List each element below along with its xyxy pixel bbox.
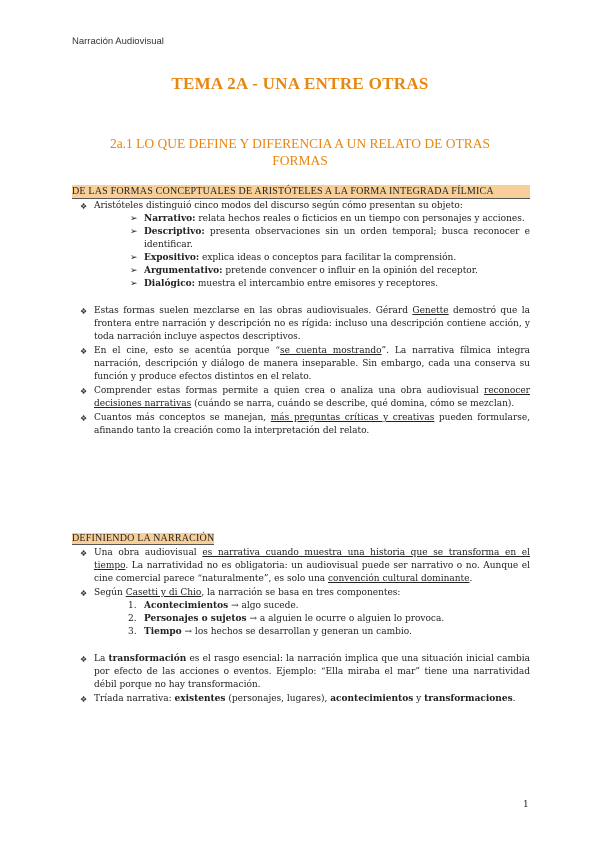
diamond-bullet-icon: ❖ <box>80 387 88 396</box>
arrow-bullet-icon: ➢ <box>130 227 138 237</box>
list-item: ➢ Descriptivo: presenta observaciones sin un orden temporal; busca reconocer e identificar. <box>130 227 530 250</box>
diamond-bullet-icon: ❖ <box>80 414 88 423</box>
list-item: ➢ Expositivo: explica ideas o conceptos para facilitar la comprensión. <box>130 253 457 263</box>
page-title: TEMA 2A - UNA ENTRE OTRAS <box>171 74 429 93</box>
diamond-bullet-icon: ❖ <box>80 589 88 598</box>
diamond-bullet-icon: ❖ <box>80 347 88 356</box>
section-heading-narracion: DEFINIENDO LA NARRACIÓN <box>72 533 215 544</box>
list-item: ❖ Estas formas suelen mezclarse en las obras audiovisuales. Gérard Genette demostró que la frontera entre narración y descripción no es rígida: incluso una descripción contiene acción, y toda narración incluye aspectos descriptivos. <box>80 306 530 342</box>
section-aristoteles <box>72 185 530 438</box>
list-item: 1. Acontecimientos → algo sucede. <box>128 601 299 611</box>
page-number: 1 <box>523 800 529 810</box>
list-item: ❖ Según Casetti y di Chio, la narración se basa en tres componentes: <box>80 588 401 598</box>
list-item: ❖ Tríada narrativa: existentes (personajes, lugares), acontecimientos y transformaciones. <box>80 694 516 704</box>
list-item: ❖ Una obra audiovisual es narrativa cuando muestra una historia que se transforma en el tiempo. La narratividad no es obligatoria: un audiovisual puede ser narrativo o no. Aunque el cine comercial parece “naturalmente”, es solo una convención cultural dominante. <box>80 548 530 584</box>
list-item: ❖ En el cine, esto se acentúa porque “se cuenta mostrando”. La narrativa fílmica integra narración, descripción y diálogo de manera inseparable. Sin embargo, cada una conserva su función y produce efectos distintos en el relato. <box>80 346 530 382</box>
section-heading-aristoteles: DE LAS FORMAS CONCEPTUALES DE ARISTÓTELES A LA FORMA INTEGRADA FÍLMICA <box>72 185 530 199</box>
diamond-bullet-icon: ❖ <box>80 695 88 704</box>
section-narracion <box>72 532 530 706</box>
list-item: ❖ Comprender estas formas permite a quien crea o analiza una obra audiovisual reconocer decisiones narrativas (cuándo se narra, cuándo se describe, qué domina, cómo se mezclan). <box>80 386 530 409</box>
diamond-bullet-icon: ❖ <box>80 655 88 664</box>
diamond-bullet-icon: ❖ <box>80 549 88 558</box>
arrow-bullet-icon: ➢ <box>130 214 138 224</box>
arrow-bullet-icon: ➢ <box>130 266 138 276</box>
list-item: ➢ Narrativo: relata hechos reales o ficticios en un tiempo con personajes y acciones. <box>130 214 525 224</box>
diamond-bullet-icon: ❖ <box>80 307 88 316</box>
arrow-bullet-icon: ➢ <box>130 279 138 289</box>
list-item: ➢ Dialógico: muestra el intercambio entre emisores y receptores. <box>130 279 439 289</box>
list-item: 2. Personajes o sujetos → a alguien le ocurre o alguien lo provoca. <box>128 614 445 624</box>
list-item: 3. Tiempo → los hechos se desarrollan y generan un cambio. <box>128 627 412 637</box>
section-subtitle: 2a.1 LO QUE DEFINE Y DIFERENCIA A UN RELATO DE OTRAS FORMAS <box>109 136 491 168</box>
list-item: ❖ Aristóteles distinguió cinco modos del discurso según cómo presentan su objeto: <box>80 201 463 211</box>
document-header: Narración Audiovisual <box>72 36 164 47</box>
list-item: ❖ Cuantos más conceptos se manejan, más preguntas críticas y creativas pueden formularse, afinando tanto la creación como la interpretación del relato. <box>80 413 531 436</box>
arrow-bullet-icon: ➢ <box>130 253 138 263</box>
diamond-bullet-icon: ❖ <box>80 202 88 211</box>
list-item: ❖ La transformación es el rasgo esencial: la narración implica que una situación inicial cambia por efecto de las acciones o eventos. Ejemplo: “Ella miraba el mar” tiene una narratividad débil porque no hay transformación. <box>80 654 530 690</box>
list-item: ➢ Argumentativo: pretende convencer o influir en la opinión del receptor. <box>130 266 478 276</box>
